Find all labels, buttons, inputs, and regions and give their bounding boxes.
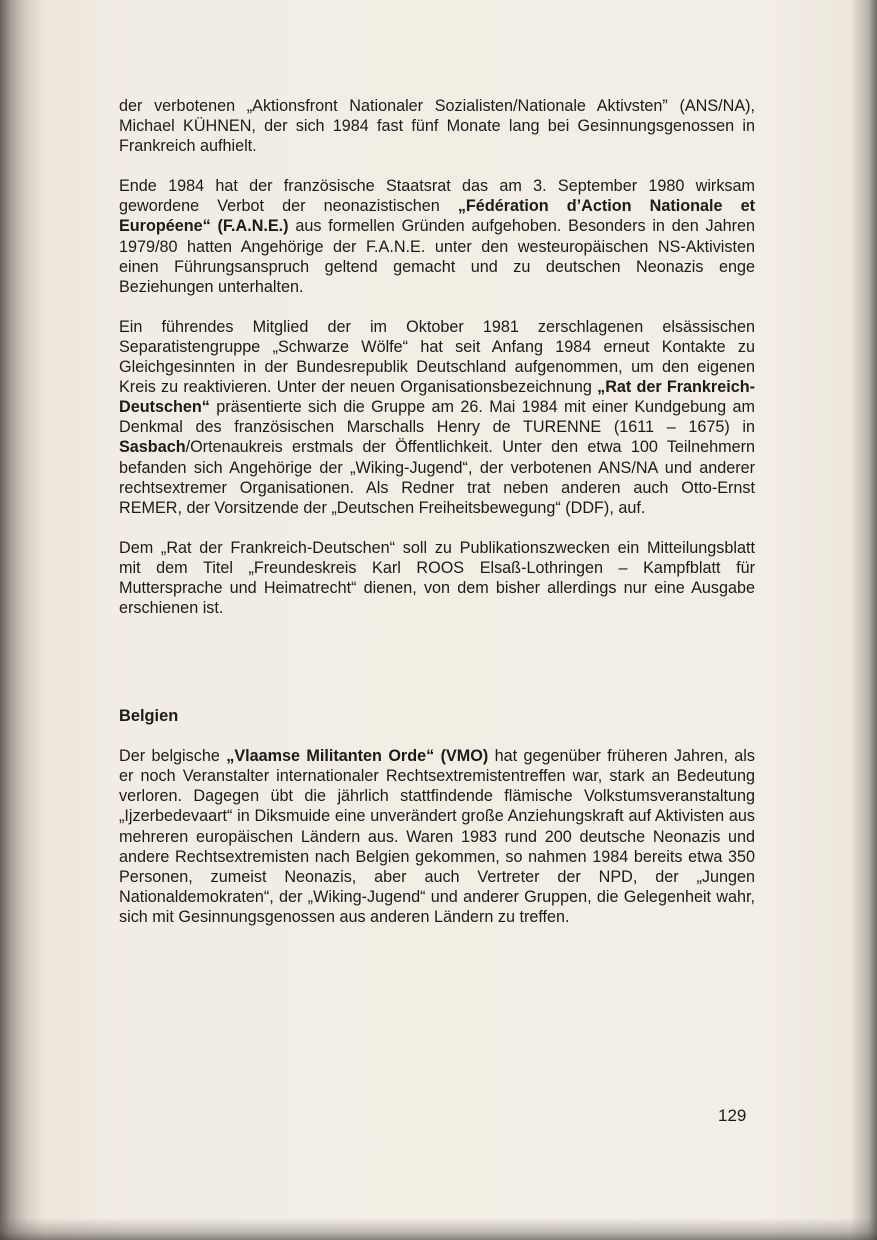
- page-gutter-shadow: [0, 0, 40, 1240]
- paragraph-3: [119, 317, 755, 518]
- paragraph-3-bold-sasbach: Sasbach: [119, 438, 186, 457]
- paragraph-1: [119, 96, 755, 156]
- paragraph-3-bold-rat: „Rat der Frankreich-Deutschen“: [119, 378, 755, 417]
- paragraph-3-text-a: Ein führendes Mitglied der im Oktober 1981 zerschlagenen elsässischen Separatistengruppe „Schwarze Wölfe“ hat seit Anfang 1984 erneut Kontakte zu Gleichgesinnten in der Bundesrepublik Deutschland aufgenommen, um den eigenen Kreis zu reaktivieren. Unter der neuen Organisationsbezeichnung: [119, 317, 755, 397]
- paragraph-4: [119, 538, 755, 618]
- paragraph-2: [119, 176, 755, 297]
- section-heading-belgien: Belgien: [119, 707, 179, 726]
- paragraph-3-text-c: /Ortenaukreis erstmals der Öffentlichkeit. Unter den etwa 100 Teilnehmern befanden sich Angehörige der „Wiking-Jugend“, der verbotenen ANS/NA und anderer rechtsextremer Organisationen. Als Redner trat neben anderen auch Otto-Ernst REMER, der Vorsitzende der „Deutschen Freiheitsbewegung“ (DDF), auf.: [119, 438, 755, 517]
- paragraph-2-text-b: aus formellen Gründen aufgehoben. Besonders in den Jahren 1979/80 hatten Angehörige der F.A.N.E. unter den westeuropäischen NS-Aktivisten einen Führungsanspruch geltend gemacht und zu deutschen Neonazis enge Beziehungen unterhalten.: [119, 217, 755, 296]
- paragraph-1-text: der verbotenen „Aktionsfront Nationaler Sozialisten/Nationale Aktivsten” (ANS/NA), Michael KÜHNEN, der sich 1984 fast fünf Monate lang bei Gesinnungsgenossen in Frankreich aufhielt.: [119, 97, 755, 156]
- page-number: 129: [718, 1106, 747, 1125]
- paragraph-5: [119, 746, 755, 927]
- paragraph-5-text-a: Der belgische: [119, 747, 227, 766]
- paragraph-3-text-b: präsentierte sich die Gruppe am 26. Mai 1984 mit einer Kundgebung am Denkmal des französischen Marschalls Henry de TURENNE (1611 – 1675) in: [119, 398, 755, 437]
- paragraph-2-text-a: Ende 1984 hat der französische Staatsrat das am 3. September 1980 wirksam gewordene Verbot der neonazistischen: [119, 177, 755, 216]
- paragraph-2-bold-fane: „Fédération d’Action Nationale et Européene“ (F.A.N.E.): [119, 197, 755, 236]
- page-content: [119, 96, 755, 947]
- paragraph-5-text-b: hat gegenüber früheren Jahren, als er noch Veranstalter internationaler Rechtsextremistentreffen war, stark an Bedeutung verloren. Dagegen übt die jährlich stattfindende flämische Volkstumsveranstaltung „Ijzerbedevaart“ in Diksmuide eine unverändert große Anziehungskraft auf Aktivisten aus mehreren europäischen Ländern aus. Waren 1983 rund 200 deutsche Neonazis und andere Rechtsextremisten nach Belgien gekommen, so nahmen 1984 bereits etwa 350 Personen, zumeist Neonazis, aber auch Vertreter der NPD, der „Jungen Nationaldemokraten“, der „Wiking-Jugend“ und anderer Gruppen, die Gelegenheit wahr, sich mit Gesinnungsgenossen aus anderen Ländern zu treffen.: [119, 747, 755, 926]
- paragraph-4-text: Dem „Rat der Frankreich-Deutschen“ soll zu Publikationszwecken ein Mitteilungsblatt mit dem Titel „Freundeskreis Karl ROOS Elsaß-Lothringen – Kampfblatt für Muttersprache und Heimatrecht“ dienen, von dem bisher allerdings nur eine Ausgabe erschienen ist.: [119, 538, 755, 618]
- page-bottom-shadow: [0, 1218, 877, 1240]
- paragraph-5-bold-vmo: „Vlaamse Militanten Orde“ (VMO): [226, 747, 489, 766]
